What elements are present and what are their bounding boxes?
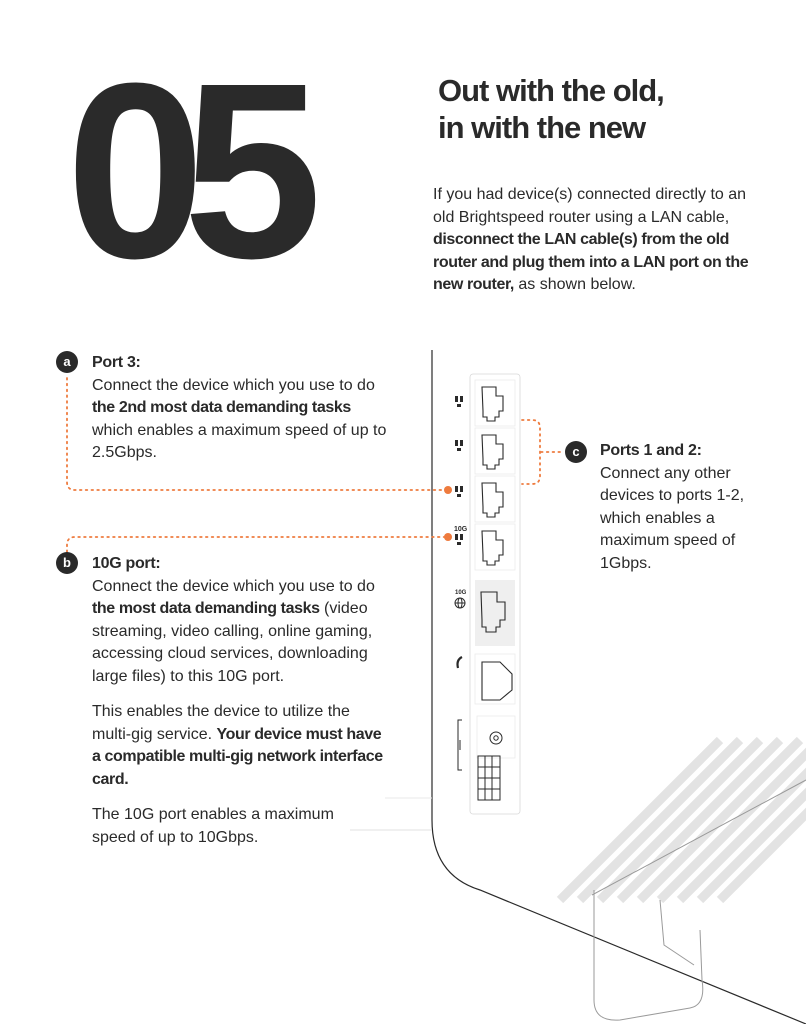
callout-port-3 — [92, 352, 392, 465]
intro-bold-text: disconnect the LAN cable(s) from the old router and plug them into a LAN port on the new router, — [433, 231, 749, 293]
badge-c: c — [565, 441, 587, 463]
title-line-1: Out with the old, — [438, 73, 664, 108]
callout-ports-1-2-text: Connect any other devices to ports 1-2, which enables a maximum speed of 1Gbps. — [600, 464, 745, 572]
callout-10g-paragraph-3: The 10G port enables a maximum speed of up to 10Gbps. — [92, 806, 334, 846]
phone-icon — [458, 657, 463, 668]
callout-ports-1-2 — [600, 440, 780, 575]
badge-a: a — [56, 351, 78, 373]
port-boxes — [475, 380, 515, 570]
qr-code-icon — [478, 756, 500, 800]
ten-g-port-label-icon: 10G — [454, 526, 468, 533]
intro-text-end: as shown below. — [513, 276, 636, 293]
callout-port-3-bold: the 2nd most data demanding tasks — [92, 399, 351, 416]
callout-10g-paragraph-1 — [92, 576, 392, 689]
intro-text: If you had device(s) connected directly to an old Brightspeed router using a LAN cable, — [433, 186, 747, 226]
port-3-marker — [444, 486, 452, 494]
step-number: 05 — [66, 31, 301, 310]
ten-g-port-marker — [444, 533, 452, 541]
callout-10g-port — [92, 553, 392, 849]
globe-label-icon: 10G — [455, 590, 467, 596]
title-line-2: in with the new — [438, 110, 646, 145]
callout-10g-text: Connect the device which you use to do — [92, 577, 375, 595]
callout-10g-paragraph-2 — [92, 701, 392, 791]
wps-button-box — [477, 716, 515, 758]
globe-icon — [455, 598, 465, 608]
router-stand-inner — [660, 900, 694, 965]
usb-port-icon — [458, 720, 462, 770]
wan-port-box — [475, 580, 515, 646]
callout-port-3-text-end: which enables a maximum speed of up to 2.5Gbps. — [92, 421, 387, 461]
router-stripes — [560, 740, 806, 900]
port-number-labels — [455, 396, 463, 545]
wps-button-icon — [490, 732, 502, 744]
callout-10g-text-end: (video streaming, video calling, online gaming, accessing cloud services, downloading large files) to this 10G port. — [92, 600, 373, 685]
badge-b: b — [56, 552, 78, 574]
callout-10g-label: 10G port: — [92, 555, 161, 572]
phone-port-icon — [482, 662, 512, 700]
callout-port-3-text: Connect the device which you use to do — [92, 376, 375, 394]
callout-10g-bold: the most data demanding tasks — [92, 600, 320, 617]
callout-10g-p2-text: This enables the device to utilize the multi-gig service. — [92, 703, 350, 743]
callout-port-3-label: Port 3: — [92, 354, 141, 371]
callout-ports-1-2-label: Ports 1 and 2: — [600, 442, 702, 459]
callout-10g-p2-bold: Your device must have a compatible multi-gig network interface card. — [92, 725, 383, 788]
router-stand — [594, 890, 703, 1020]
